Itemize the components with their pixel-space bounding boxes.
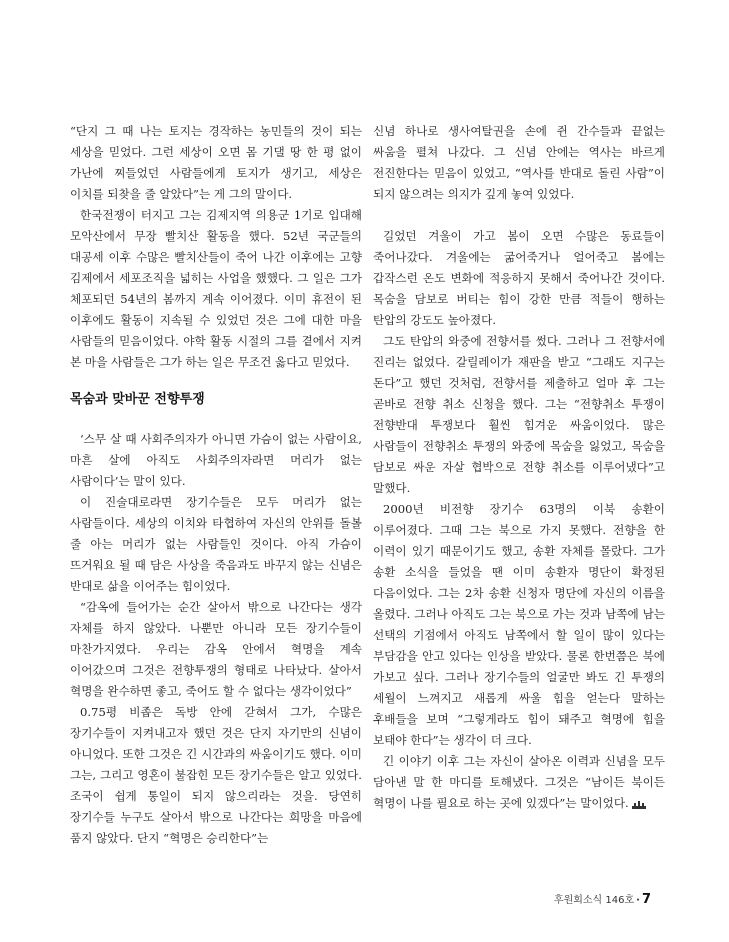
paragraph: 이 진술대로라면 장기수들은 모두 머리가 없는 사람들이다. 세상의 이치와 타협하여 자신의 안위를 돌볼 줄 아는 머리가 없는 사람들인 것이다. 아직 가슴이 뜨거워요 될 때 담은 사상을 죽음과도 바꾸지 않는 신념은 반대로 삶을 이어주는 힘이었다.	[70, 495, 362, 593]
paragraph: ‘스무 살 때 사회주의자가 아니면 가슴이 없는 사람이요, 마흔 살에 아직도 사회주의자라면 머리가 없는 사람이다’는 말이 있다.	[70, 432, 362, 488]
page-number: 7	[641, 892, 651, 907]
left-column	[70, 121, 362, 849]
paragraph-text: 긴 이야기 이후 그는 자신이 살아온 이력과 신념을 모두 담아낸 말 한 마디를 토해냈다. 그것은 “남이든 북이든 혁명이 나를 필요로 하는 곳에 있겠다”는 말이었다.	[373, 754, 665, 810]
page-footer	[554, 891, 651, 907]
last-paragraph	[373, 751, 665, 814]
right-column	[373, 121, 665, 814]
section-heading: 목숨과 맞바꾼 전향투쟁	[70, 392, 205, 407]
footer-separator: ·	[636, 895, 640, 906]
paragraph: 길었던 겨울이 가고 봄이 오면 수많은 동료들이 죽어나갔다. 겨울에는 굶어죽거나 얼어죽고 봄에는 갑작스런 온도 변화에 적응하지 못해서 죽어나간 것이다. 목숨을 담보로 버티는 힘이 강한 만큼 적들이 행하는 탄압의 강도도 높아졌다.	[373, 229, 665, 327]
publication-name: 후원회소식 146호	[553, 895, 635, 906]
paragraph: 한국전쟁이 터지고 그는 김제지역 의용군 1기로 입대해 모악산에서 무장 빨치산 활동을 했다. 52년 국군들의 대공세 이후 수많은 빨치산들이 죽어 나간 이후에는 고향 김제에서 세포조직을 넓히는 사업을 했했다. 그 일은 그가 체포되던 54년의 봄까지 계속 이어졌다. 이미 휴전이 된 이후에도 활동이 지속될 수 있었던 것은 그에 대한 마을 사람들의 믿음이었다. 야학 활동 시절의 그를 곁에서 지켜 본 마을 사람들은 그가 하는 일은 무조건 옳다고 믿었다.	[70, 208, 362, 369]
paragraph: “단지 그 때 나는 토지는 경작하는 농민들의 것이 되는 세상을 믿었다. 그런 세상이 오면 몸 기댈 땅 한 평 없이 가난에 찌들었던 사람들에게 토지가 생기고, 세상은 이치를 되찾을 줄 알았다”는 게 그의 말이다.	[70, 124, 362, 201]
paragraph: 0.75평 비좁은 독방 안에 갇혀서 그가, 수많은 장기수들이 지켜내고자 했던 것은 단지 자기만의 신념이 아니었다. 또한 그것은 긴 시간과의 싸움이기도 했다. 이미 그는, 그리고 영혼이 불잡힌 모든 장기수들은 알고 있었다. 조국이 쉽게 통일이 되지 않으리라는 것을. 당연히 장기수들 누구도 살아서 밖으로 나간다는 희망을 마음에 품지 않았다. 단지 “혁명은 승리한다”는	[70, 705, 362, 845]
paragraph: 그도 탄압의 와중에 전향서를 썼다. 그러나 그 전향서에 진리는 없었다. 갈릴레이가 재판을 받고 “그래도 지구는 돈다”고 했던 것처럼, 전향서를 제출하고 얼마 후 그는 곧바로 전향 취소 신청을 했다. 그는 “전향취소 투쟁이 전향반대 투쟁보다 훨씬 힘겨운 싸움이었다. 많은 사람들이 전향취소 투쟁의 와중에 목숨을 잃었고, 목숨을 담보로 싸운 자살 협박으로 전향 취소를 이루어냈다”고 말했다.	[373, 334, 665, 495]
paragraph: 신념 하나로 생사여탈권을 손에 쥔 간수들과 끝없는 싸움을 펼쳐 나갔다. 그 신념 안에는 역사는 바르게 전진한다는 믿음이 있었고, “역사를 반대로 돌린 사람”이 되지 않으려는 의지가 깊게 놓여 있었다.	[373, 124, 665, 201]
end-of-article-icon	[632, 800, 646, 809]
paragraph: 2000년 비전향 장기수 63명의 이북 송환이 이루어졌다. 그때 그는 북으로 가지 못했다. 전향을 한 이력이 있기 때문이기도 했고, 송환 자체를 몰랐다. 그가 송환 소식을 들었을 땐 이미 송환자 명단이 확정된 다음이었다. 그는 2차 송환 신청자 명단에 자신의 이름을 올렸다. 그러나 아직도 그는 북으로 가는 것과 남쪽에 남는 선택의 기점에서 아직도 남쪽에서 할 일이 많이 있다는 부담감을 안고 있다는 인상을 받았다. 물론 한번쯤은 북에 가보고 싶다. 그러나 장기수들의 얼굴만 봐도 긴 투쟁의 세월이 느껴지고 새롭게 싸울 힘을 얻는다 말하는 후배들을 보며 “그렇게라도 힘이 돼주고 혁명에 힘을 보태야 한다”는 생각이 더 크다.	[373, 502, 665, 747]
paragraph: “감옥에 들어가는 순간 살아서 밖으로 나간다는 생각 자체를 하지 않았다. 나뿐만 아니라 모든 장기수들이 마찬가지였다. 우리는 감옥 안에서 혁명을 계속 이어갔으며 그것은 전향투쟁의 형태로 나타났다. 살아서 혁명을 완수하면 좋고, 죽어도 할 수 없다는 생각이었다”	[70, 600, 362, 698]
